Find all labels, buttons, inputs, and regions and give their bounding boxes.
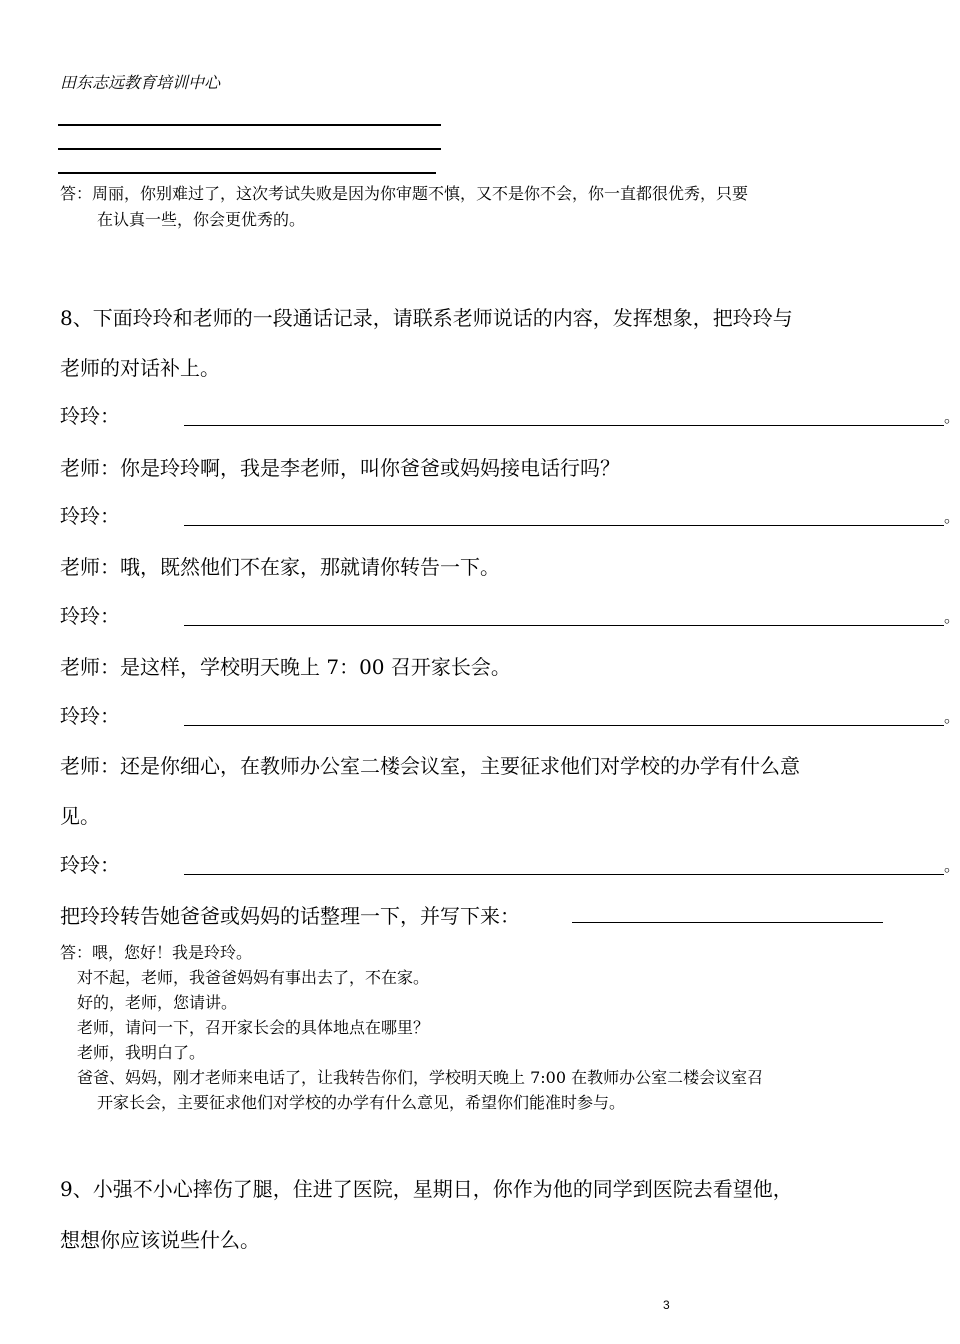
ling-label: 玲玲： — [60, 504, 120, 528]
ling-reply-blank[interactable] — [184, 874, 944, 875]
ling-reply-row-3 — [60, 600, 960, 630]
ling-reply-row-4 — [60, 700, 960, 730]
answer-line — [58, 172, 436, 174]
teacher-line-1: 老师：你是玲玲啊，我是李老师，叫你爸爸或妈妈接电话行吗？ — [60, 456, 620, 480]
blank-end-mark: 。 — [944, 856, 960, 875]
q8-answer-6: 爸爸、妈妈，刚才老师来电话了，让我转告你们，学校明天晚上 7:00 在教师办公室二楼会议室召 — [77, 1068, 764, 1087]
ling-label: 玲玲： — [60, 853, 120, 877]
answer-line — [58, 148, 441, 150]
q7-answer-line2: 在认真一些，你会更优秀的。 — [97, 210, 306, 229]
q8-answer-5: 老师，我明白了。 — [77, 1043, 206, 1062]
ling-reply-blank[interactable] — [184, 725, 944, 726]
ling-label: 玲玲： — [60, 404, 120, 428]
q7-answer-line1: 答：周丽，你别难过了，这次考试失败是因为你审题不慎，又不是你不会，你一直都很优秀，只要 — [60, 184, 749, 203]
teacher-line-4: 老师：还是你细心，在教师办公室二楼会议室，主要征求他们对学校的办学有什么意 — [60, 754, 800, 778]
ling-label: 玲玲： — [60, 704, 120, 728]
q8-answer-2: 对不起，老师，我爸爸妈妈有事出去了，不在家。 — [77, 968, 430, 987]
page-number: 3 — [663, 1298, 670, 1312]
blank-end-mark: 。 — [944, 507, 960, 526]
q8-answer-1: 答：喂，您好！我是玲玲。 — [60, 943, 253, 962]
teacher-line-3: 老师：是这样，学校明天晚上 7：00 召开家长会。 — [60, 655, 511, 679]
blank-end-mark: 。 — [944, 607, 960, 626]
ling-reply-blank[interactable] — [184, 425, 944, 426]
teacher-line-2: 老师：哦，既然他们不在家，那就请你转告一下。 — [60, 555, 500, 579]
org-header: 田东志远教育培训中心 — [60, 73, 221, 92]
answer-line — [58, 124, 441, 126]
q8-answer-3: 好的，老师，您请讲。 — [77, 993, 238, 1012]
ling-reply-blank[interactable] — [184, 525, 944, 526]
ling-label: 玲玲： — [60, 604, 120, 628]
summary-prompt: 把玲玲转告她爸爸或妈妈的话整理一下，并写下来： — [60, 904, 520, 928]
q8-answer-7: 开家长会，主要征求他们对学校的办学有什么意见，希望你们能准时参与。 — [97, 1093, 626, 1112]
teacher-line-4-cont: 见。 — [60, 804, 100, 828]
blank-end-mark: 。 — [944, 407, 960, 426]
blank-end-mark: 。 — [944, 707, 960, 726]
q8-prompt-line2: 老师的对话补上。 — [60, 356, 220, 380]
summary-blank[interactable] — [572, 922, 883, 923]
q8-prompt-line1: 8、下面玲玲和老师的一段通话记录，请联系老师说话的内容，发挥想象，把玲玲与 — [60, 306, 793, 330]
ling-reply-row-1 — [60, 400, 960, 430]
ling-reply-blank[interactable] — [184, 625, 944, 626]
q9-prompt-line2: 想想你应该说些什么。 — [60, 1228, 260, 1252]
q9-prompt-line1: 9、小强不小心摔伤了腿，住进了医院，星期日，你作为他的同学到医院去看望他， — [60, 1177, 793, 1201]
q8-answer-4: 老师，请问一下，召开家长会的具体地点在哪里？ — [77, 1018, 430, 1037]
ling-reply-row-5 — [60, 849, 960, 879]
ling-reply-row-2 — [60, 500, 960, 530]
